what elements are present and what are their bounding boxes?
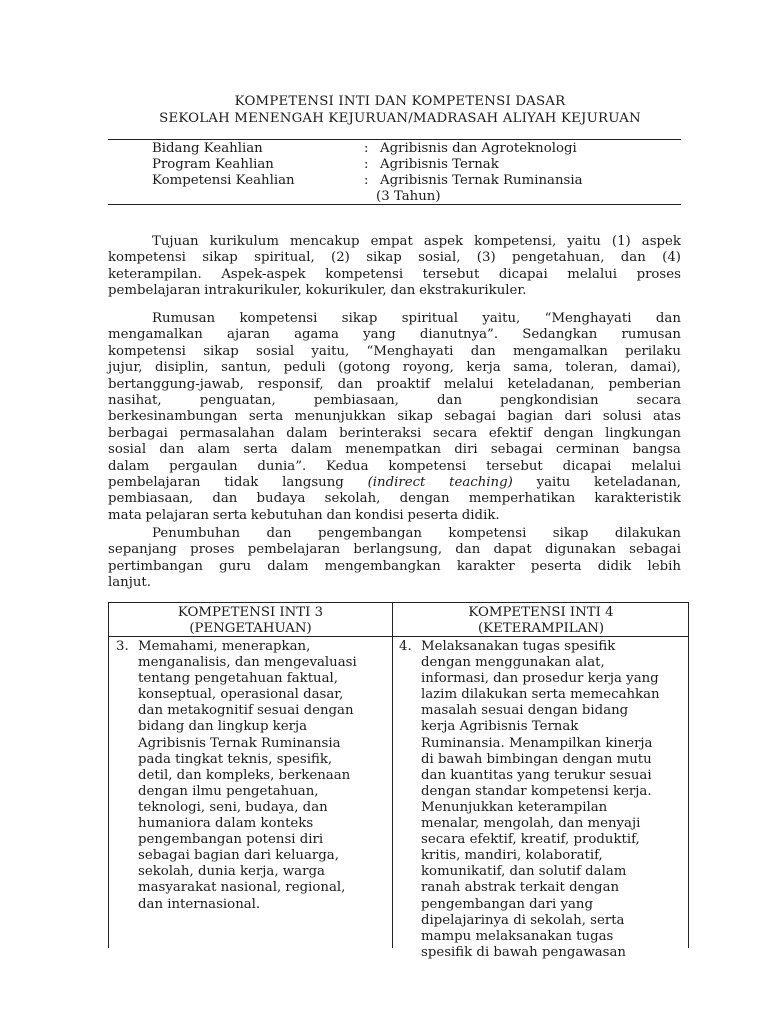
paragraph-line: kompetensi sikap sosial yaitu, “Menghayati dan mengamalkan perilaku <box>108 343 681 359</box>
meta-colon: : <box>364 157 369 172</box>
paragraph-line: pembiasaan, dan budaya sekolah, dengan memperhatikan karakteristik <box>108 491 681 507</box>
meta-value: Agribisnis Ternak <box>380 157 499 172</box>
table-header-ki4 <box>393 605 689 637</box>
table-cell-line: ranah abstrak terkait dengan <box>421 880 620 896</box>
table-cell-line: Melaksanakan tugas spesifik <box>421 639 616 654</box>
table-header-ki3-title: KOMPETENSI INTI 3 <box>177 605 324 620</box>
paragraph-line: lanjut. <box>108 575 152 591</box>
table-cell-line: sekolah, dunia kerja, warga <box>138 864 325 880</box>
table-cell-ki3-text <box>138 639 357 913</box>
meta-row-bidang <box>152 141 692 158</box>
table-header-ki3-subtitle: (PENGETAHUAN) <box>189 621 312 636</box>
paragraph-line: berkesinambungan serta menunjukkan sikap sebagai bagian dari solusi atas <box>108 409 681 425</box>
table-cell-line: konseptual, operasional dasar, <box>138 687 344 703</box>
paragraph-line: berbagai permasalahan dalam berinteraksi secara efektif dengan lingkungan <box>108 425 681 441</box>
paragraph-line: pertimbangan guru dalam mengembangkan karakter peserta didik lebih <box>108 558 681 574</box>
table-cell-line: Ruminansia. Menampilkan kinerja <box>421 735 653 751</box>
paragraph-line: dalam pergaulan dunia”. Kedua kompetensi tersebut dicapai melalui <box>108 458 681 474</box>
table-cell-line: sebagai bagian dari keluarga, <box>138 848 339 864</box>
table-cell-line: lazim dilakukan serta memecahkan <box>421 687 660 703</box>
paragraph-line: pembelajaran intrakurikuler, kokurikuler, dan ekstrakurikuler. <box>108 283 527 299</box>
paragraph-line: sepanjang proses pembelajaran berlangsung, dan dapat digunakan sebagai <box>108 542 681 558</box>
paragraph-line: mengamalkan ajaran agama yang dianutnya”. Sedangkan rumusan <box>108 327 681 343</box>
table-cell-line: Agribisnis Ternak Ruminansia <box>138 735 341 751</box>
table-cell-line: dengan ilmu pengetahuan, <box>138 783 319 799</box>
item-number: 3. <box>116 639 129 654</box>
table-cell-line: kritis, mandiri, kolaboratif, <box>421 848 603 864</box>
paragraph-penumbuhan <box>108 526 681 592</box>
item-number: 4. <box>399 639 412 654</box>
table-cell-line: dengan standar kompetensi kerja. <box>421 783 652 799</box>
meta-value: Agribisnis dan Agroteknologi <box>380 141 577 156</box>
paragraph-line: nasihat, penguatan, pembiasaan, dan pengkondisian secara <box>108 392 681 408</box>
paragraph-line: jujur, disiplin, santun, peduli (gotong royong, kerja sama, toleran, damai), <box>108 360 681 376</box>
meta-label: Program Keahlian <box>152 157 274 172</box>
paragraph-line: mata pelajaran serta kebutuhan dan kondisi peserta didik. <box>108 507 500 523</box>
table-cell-line: humaniora dalam konteks <box>138 816 314 832</box>
meta-value-continued: (3 Tahun) <box>376 189 441 204</box>
table-header-ki4-title: KOMPETENSI INTI 4 <box>468 605 614 620</box>
paragraph-line: sosial dan alam serta dalam menempatkan diri sebagai cerminan bangsa <box>108 442 681 458</box>
table-cell-line: pengembangan potensi diri <box>138 832 324 848</box>
table-cell-line: di bawah bimbingan dengan mutu <box>421 751 652 767</box>
table-cell-line: tentang pengetahuan faktual, <box>138 671 339 687</box>
table-cell-line: bidang dan lingkup kerja <box>138 719 308 735</box>
table-cell-line: dan kuantitas yang terukur sesuai <box>421 767 652 783</box>
table-cell-line: komunikatif, dan solutif dalam <box>421 864 627 880</box>
table-column-divider <box>392 603 393 948</box>
meta-top-rule <box>108 139 681 140</box>
table-cell-line: pada tingkat teknis, spesifik, <box>138 751 333 767</box>
table-cell-line: dengan menggunakan alat, <box>421 655 605 671</box>
table-cell-line: Memahami, menerapkan, <box>138 639 311 654</box>
table-cell-line: detil, dan kompleks, berkenaan <box>138 767 351 783</box>
meta-label: Bidang Keahlian <box>152 141 263 156</box>
table-cell-line: spesifik di bawah pengawasan <box>421 944 626 960</box>
table-cell-line: masalah sesuai dengan bidang <box>421 703 629 719</box>
table-cell-line: Menunjukkan keterampilan <box>421 799 608 815</box>
table-cell-line: menganalisis, dan mengevaluasi <box>138 655 357 671</box>
table-cell-ki4-text <box>421 639 660 961</box>
meta-row-kompetensi <box>152 173 692 190</box>
table-header-ki3 <box>109 605 392 637</box>
paragraph-tujuan <box>108 234 681 300</box>
table-cell-line: pengembangan dari yang <box>421 896 593 912</box>
table-cell-line: dan metakognitif sesuai dengan <box>138 703 354 719</box>
paragraph-line: Tujuan kurikulum mencakup empat aspek kompetensi, yaitu (1) aspek <box>152 234 681 249</box>
table-cell-line: menalar, mengolah, dan menyaji <box>421 816 641 832</box>
meta-row-program <box>152 157 692 174</box>
table-cell-line: secara efektif, kreatif, produktif, <box>421 832 640 848</box>
paragraph-line: Rumusan kompetensi sikap spiritual yaitu, “Menghayati dan <box>152 311 681 326</box>
table-header-ki4-subtitle: (KETERAMPILAN) <box>477 621 605 636</box>
table-cell-line: kerja Agribisnis Ternak <box>421 719 579 735</box>
document-title-line-1: KOMPETENSI INTI DAN KOMPETENSI DASAR <box>234 94 566 109</box>
paragraph-line: pembelajaran tidak langsung (indirect teaching) yaitu keteladanan, <box>108 474 681 490</box>
table-cell-line: teknologi, seni, budaya, dan <box>138 799 328 815</box>
meta-label: Kompetensi Keahlian <box>152 173 295 188</box>
paragraph-line: bertanggung-jawab, responsif, dan proaktif melalui keteladanan, pemberian <box>108 376 681 392</box>
meta-colon: : <box>364 141 369 156</box>
competency-table <box>108 602 689 960</box>
meta-bottom-rule <box>108 204 681 205</box>
table-cell-line: masyarakat nasional, regional, <box>138 880 346 896</box>
paragraph-rumusan <box>108 311 681 524</box>
table-cell-line: dipelajarinya di sekolah, serta <box>421 912 625 928</box>
meta-colon: : <box>364 173 369 188</box>
table-cell-line: informasi, dan prosedur kerja yang <box>421 671 659 687</box>
paragraph-line: kompetensi sikap spiritual, (2) sikap sosial, (3) pengetahuan, dan (4) <box>108 250 681 266</box>
meta-value: Agribisnis Ternak Ruminansia <box>380 173 583 188</box>
table-cell-line: mampu melaksanakan tugas <box>421 928 614 944</box>
paragraph-line: keterampilan. Aspek-aspek kompetensi tersebut dicapai melalui proses <box>108 266 681 282</box>
table-cell-line: dan internasional. <box>138 896 261 912</box>
document-title-line-2: SEKOLAH MENENGAH KEJURUAN/MADRASAH ALIYAH KEJURUAN <box>159 111 641 126</box>
paragraph-line: Penumbuhan dan pengembangan kompetensi sikap dilakukan <box>152 526 681 541</box>
